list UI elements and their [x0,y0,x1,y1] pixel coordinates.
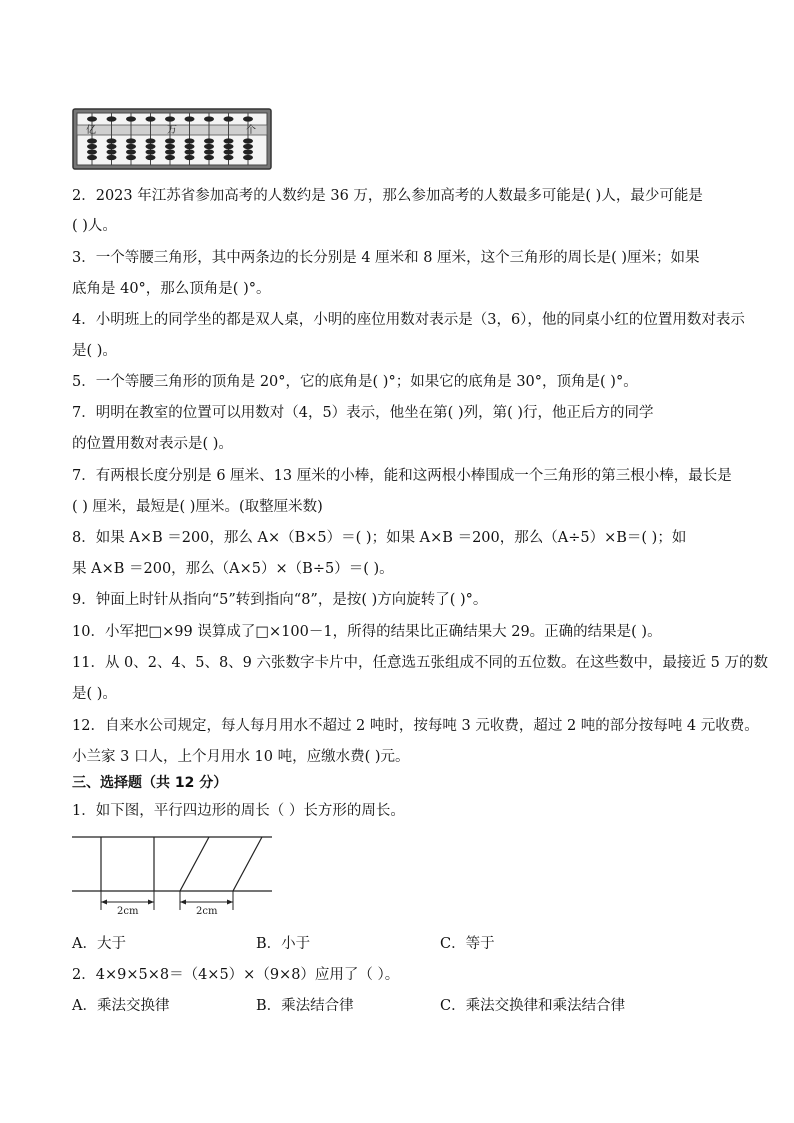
abacus-lower-bead [243,155,253,160]
q12-line-1: 12．自来水公司规定，每人每月用水不超过 2 吨时，按每吨 3 元收费，超过 2 吨的部分按每吨 4 元收费。 [72,718,759,734]
abacus-lower-bead [87,138,97,143]
section3-heading: 三、选择题（共 12 分） [72,775,228,791]
choice-q2-option-c[interactable]: C．乘法交换律和乘法结合律 [440,998,626,1014]
parallelogram-rectangle-figure [72,830,282,916]
q4-line-1: 4．小明班上的同学坐的都是双人桌，小明的座位用数对表示是（3，6），他的同桌小红的位置用数对表示 [72,312,745,328]
q2-line-1: 2．2023 年江苏省参加高考的人数约是 36 万，那么参加高考的人数最多可能是( )人，最少可能是 [72,188,703,204]
abacus-lower-bead [165,149,175,154]
abacus-lower-bead [87,149,97,154]
q7b-line-1: 7．有两根长度分别是 6 厘米、13 厘米的小棒，能和这两根小棒围成一个三角形的第三根小棒，最长是 [72,468,732,484]
q5-line-1: 5．一个等腰三角形的顶角是 20°，它的底角是( )°；如果它的底角是 30°，顶角是( )°。 [72,374,638,390]
abacus-lower-bead [146,144,156,149]
abacus-lower-bead [165,144,175,149]
q11-line-1: 11．从 0、2、4、5、8、9 六张数字卡片中，任意选五张组成不同的五位数。在这些数中，最接近 5 万的数 [72,655,768,671]
abacus-lower-bead [204,155,214,160]
choice-q1-option-a[interactable]: A．大于 [72,936,126,952]
abacus-lower-bead [243,149,253,154]
q7a-line-2: 的位置用数对表示是( )。 [72,436,233,452]
abacus-lower-bead [87,155,97,160]
rectangle-width-label: 2cm [117,906,139,916]
abacus-lower-bead [185,149,195,154]
abacus-lower-bead [87,144,97,149]
q7b-line-2: ( ) 厘米，最短是( )厘米。(取整厘米数) [72,499,323,515]
q12-line-2: 小兰家 3 口人，上个月用水 10 吨，应缴水费( )元。 [72,749,410,765]
q3-line-2: 底角是 40°，那么顶角是( )°。 [72,281,271,297]
q8-line-2: 果 A×B ＝200，那么（A×5）×（B÷5）＝( )。 [72,561,394,577]
q11-line-2: 是( )。 [72,686,117,702]
abacus-upper-bead [126,116,136,121]
abacus-lower-bead [126,155,136,160]
q10-line-1: 10．小军把□×99 误算成了□×100－1，所得的结果比正确结果大 29。正确的结果是( )。 [72,624,662,640]
abacus-upper-bead [107,116,117,121]
choice-q1-stem: 1．如下图，平行四边形的周长（ ）长方形的周长。 [72,803,405,819]
abacus-lower-bead [107,144,117,149]
abacus-upper-bead [87,116,97,121]
abacus-upper-bead [243,116,253,121]
parallelogram-width-label: 2cm [196,906,218,916]
abacus-lower-bead [224,149,234,154]
abacus-lower-bead [126,138,136,143]
abacus-lower-bead [165,138,175,143]
abacus-label-ge: 个 [246,125,256,136]
choice-q2-option-b[interactable]: B．乘法结合律 [256,998,354,1014]
abacus-lower-bead [185,138,195,143]
abacus-lower-bead [185,155,195,160]
abacus-lower-bead [204,149,214,154]
abacus-figure [72,108,272,170]
abacus-lower-bead [107,149,117,154]
q9-line-1: 9．钟面上时针从指向“5”转到指向“8”，是按( )方向旋转了( )°。 [72,592,488,608]
abacus-label-yi: 亿 [86,125,96,136]
choice-q1-option-c[interactable]: C．等于 [440,936,495,952]
abacus-lower-bead [165,155,175,160]
abacus-label-wan: 万 [167,125,177,136]
abacus-lower-bead [146,138,156,143]
abacus-lower-bead [204,138,214,143]
abacus-lower-bead [224,144,234,149]
q2-line-2: ( )人。 [72,218,117,234]
abacus-upper-bead [224,116,234,121]
choice-q2-stem: 2．4×9×5×8＝（4×5）×（9×8）应用了（ ）。 [72,967,400,983]
abacus-lower-bead [107,155,117,160]
abacus-lower-bead [185,144,195,149]
abacus-lower-bead [107,138,117,143]
abacus-lower-bead [243,138,253,143]
abacus-upper-bead [165,116,175,121]
choice-q1-option-b[interactable]: B．小于 [256,936,311,952]
abacus-lower-bead [126,149,136,154]
choice-q2-option-a[interactable]: A．乘法交换律 [72,998,170,1014]
q7a-line-1: 7．明明在教室的位置可以用数对（4，5）表示，他坐在第( )列，第( )行，他正后方的同学 [72,405,654,421]
q3-line-1: 3．一个等腰三角形，其中两条边的长分别是 4 厘米和 8 厘米，这个三角形的周长是( )厘米；如果 [72,250,700,266]
abacus-upper-bead [204,116,214,121]
abacus-lower-bead [204,144,214,149]
abacus-upper-bead [146,116,156,121]
abacus-lower-bead [243,144,253,149]
abacus-lower-bead [146,149,156,154]
q8-line-1: 8．如果 A×B ＝200，那么 A×（B×5）＝( )；如果 A×B ＝200，那么（A÷5）×B＝( )；如 [72,530,687,546]
abacus-lower-bead [126,144,136,149]
abacus-upper-bead [185,116,195,121]
q4-line-2: 是( )。 [72,343,117,359]
abacus-lower-bead [146,155,156,160]
abacus-lower-bead [224,138,234,143]
abacus-lower-bead [224,155,234,160]
